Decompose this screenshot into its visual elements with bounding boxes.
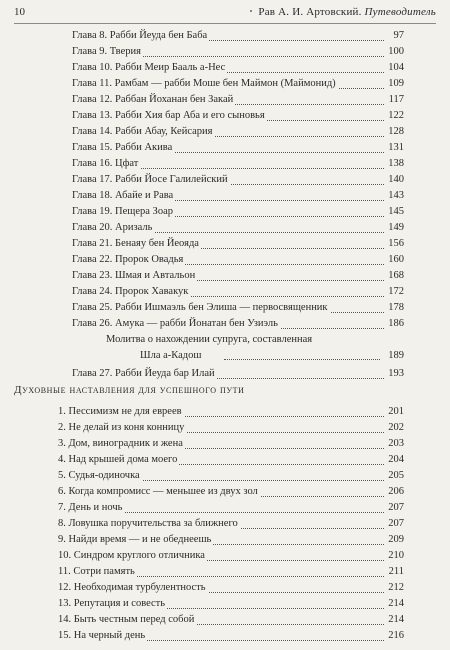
toc-entry-title: 13. Репутация и совесть	[58, 596, 167, 612]
toc-entry-page: 172	[386, 284, 404, 300]
toc-entry-title: Глава 8. Рабби Йеуда бен Баба	[72, 28, 209, 44]
toc-entry-page: 204	[386, 452, 404, 468]
toc-entry	[14, 316, 404, 332]
toc-entry	[14, 452, 404, 468]
toc-entry-title: 3. Дом, виноградник и жена	[58, 436, 185, 452]
toc-entry-title: Глава 26. Амука — рабби Йонатан бен Узиэль	[72, 316, 280, 332]
toc-entry-title-line1: Молитва о нахождении супруга, составленная	[106, 334, 313, 345]
toc-entry	[14, 366, 404, 382]
toc-entry-title: 1. Пессимизм не для евреев	[58, 404, 184, 420]
toc-entry	[14, 236, 404, 252]
toc-entry	[14, 124, 404, 140]
toc-leader-dots	[112, 55, 384, 57]
toc-entry-page: 97	[392, 28, 405, 44]
toc-entry-page: 143	[386, 188, 404, 204]
toc-entry	[14, 628, 404, 644]
toc-entry-title: Глава 12. Раббан Йоханан бен Закай	[72, 92, 235, 108]
page-number: 10	[14, 6, 25, 18]
toc-entry-title: Глава 17. Рабби Йосе Галилейский	[72, 172, 230, 188]
toc-entry	[14, 268, 404, 284]
toc-entry-title: 5. Судья-одиночка	[58, 468, 142, 484]
toc-entry	[14, 220, 404, 236]
toc-entry-title: 6. Когда компромисс — меньшее из двух зол	[58, 484, 260, 500]
toc-leader-dots	[224, 359, 380, 360]
toc-entry	[14, 564, 404, 580]
toc-entry	[14, 92, 404, 108]
toc-entry-page: 149	[386, 220, 404, 236]
toc-entry	[14, 76, 404, 92]
toc-entry-page: 207	[386, 516, 404, 532]
toc-entry-title-line2: Шла а-Кадош	[140, 350, 202, 361]
toc-entry	[14, 172, 404, 188]
toc-entry	[14, 612, 404, 628]
header-title	[258, 6, 436, 18]
toc-entry-page: 178	[386, 300, 404, 316]
toc-entry-title: 9. Найди время — и не обеднеешь	[58, 532, 213, 548]
toc-entry-title: Глава 18. Абайе и Рава	[72, 188, 175, 204]
toc-entry	[14, 284, 404, 300]
toc-entry-title: 15. На черный день	[58, 628, 147, 644]
toc-entry-title: Глава 11. Рамбам — рабби Моше бен Маймон (Маймонид)	[72, 76, 338, 92]
header-author: Рав А. И. Артовский.	[258, 6, 362, 18]
toc-entry-page: 193	[386, 366, 404, 382]
toc-entry-page: 205	[386, 468, 404, 484]
toc-entry	[14, 420, 404, 436]
toc-entry-page: 156	[386, 236, 404, 252]
header-book-title: Путеводитель	[364, 6, 436, 18]
toc-entry	[14, 516, 404, 532]
toc-chapters	[14, 28, 404, 382]
toc-entry-page: 100	[386, 44, 404, 60]
toc-entry-page: 214	[386, 596, 404, 612]
toc-entry-page: 128	[386, 124, 404, 140]
toc-leader-dots	[98, 575, 384, 577]
toc-entry	[14, 44, 404, 60]
toc-entry-title: Глава 24. Пророк Хавакук	[72, 284, 190, 300]
toc-entry	[14, 108, 404, 124]
toc-entry-page: 104	[386, 60, 404, 76]
toc-entry-page: 203	[386, 436, 404, 452]
toc-entry-prayer	[14, 332, 404, 366]
print-speck	[250, 10, 252, 12]
toc-entry-page: 122	[386, 108, 404, 124]
header-rule	[14, 23, 436, 24]
toc-entry-title: 10. Синдром круглого отличника	[58, 548, 207, 564]
toc-entry-page: 214	[386, 612, 404, 628]
toc-entry-title: Глава 20. Аризаль	[72, 220, 154, 236]
toc-entry-title: 8. Ловушка поручительства за ближнего	[58, 516, 240, 532]
toc-entry	[14, 484, 404, 500]
toc-entry-page: 160	[386, 252, 404, 268]
toc-entry-title: Глава 22. Пророк Овадья	[72, 252, 185, 268]
toc-entry-page: 210	[386, 548, 404, 564]
toc-entry	[14, 580, 404, 596]
toc-entry	[14, 60, 404, 76]
toc-section-items	[14, 404, 404, 644]
toc-entry-page: 186	[386, 316, 404, 332]
toc-entry	[14, 596, 404, 612]
running-header	[14, 6, 436, 22]
toc-entry	[14, 500, 404, 516]
toc-entry-title: Глава 14. Рабби Абау, Кейсария	[72, 124, 214, 140]
toc-entry-title: 14. Быть честным перед собой	[58, 612, 196, 628]
toc-entry-title: 12. Необходимая турбулентность	[58, 580, 208, 596]
toc-entry-title: Глава 21. Бенаяу бен Йеояда	[72, 236, 201, 252]
toc-entry-title: 11. Сотри память	[58, 564, 137, 580]
toc-entry-page: 206	[386, 484, 404, 500]
toc-leader-dots	[98, 511, 384, 513]
toc-entry-page: 202	[386, 420, 404, 436]
toc-entry-page: 209	[386, 532, 404, 548]
toc-entry	[14, 28, 404, 44]
toc-entry	[14, 468, 404, 484]
toc-entry-page: 117	[387, 92, 404, 108]
toc-entry-page: 140	[386, 172, 404, 188]
toc-entry	[14, 436, 404, 452]
toc-entry-page: 168	[386, 268, 404, 284]
toc-entry-page: 145	[386, 204, 404, 220]
toc-entry-page: 211	[387, 564, 404, 580]
toc-leader-dots	[112, 167, 384, 169]
toc-entry-page: 212	[386, 580, 404, 596]
toc-entry-title: 2. Не делай из коня конницу	[58, 420, 186, 436]
toc-entry	[14, 532, 404, 548]
toc-entry-page: 109	[386, 76, 404, 92]
toc-entry	[14, 548, 404, 564]
toc-entry	[14, 404, 404, 420]
toc-entry-title: Глава 19. Пещера Зоар	[72, 204, 175, 220]
toc-entry-page: 131	[386, 140, 404, 156]
toc-entry	[14, 140, 404, 156]
toc-entry-title: Глава 25. Рабби Ишмаэль бен Элиша — первосвященник	[72, 300, 330, 316]
toc-entry-title: Глава 10. Рабби Меир Бааль а-Нес	[72, 60, 227, 76]
toc-entry-page: 189	[388, 350, 404, 361]
toc-entry-page: 138	[386, 156, 404, 172]
toc-entry-title: Глава 15. Рабби Акива	[72, 140, 174, 156]
toc-entry-title: Глава 9. Тверия	[72, 44, 143, 60]
toc-entry	[14, 252, 404, 268]
toc-entry	[14, 188, 404, 204]
toc-entry-page: 216	[386, 628, 404, 644]
section-title: Духовные наставления для успешного пути	[14, 384, 245, 396]
toc-entry	[14, 204, 404, 220]
toc-entry-title: 4. Над крышей дома моего	[58, 452, 179, 468]
toc-entry-title: Глава 27. Рабби Йеуда бар Илай	[72, 366, 217, 382]
toc-entry-title: 7. День и ночь	[58, 500, 124, 516]
toc-entry	[14, 156, 404, 172]
toc-entry-page: 201	[386, 404, 404, 420]
toc-entry-title: Глава 23. Шмая и Автальон	[72, 268, 197, 284]
toc-entry-page: 207	[386, 500, 404, 516]
toc-entry	[14, 300, 404, 316]
toc-entry-title: Глава 13. Рабби Хия бар Аба и его сыновья	[72, 108, 267, 124]
toc-entry-title: Глава 16. Цфат	[72, 156, 140, 172]
